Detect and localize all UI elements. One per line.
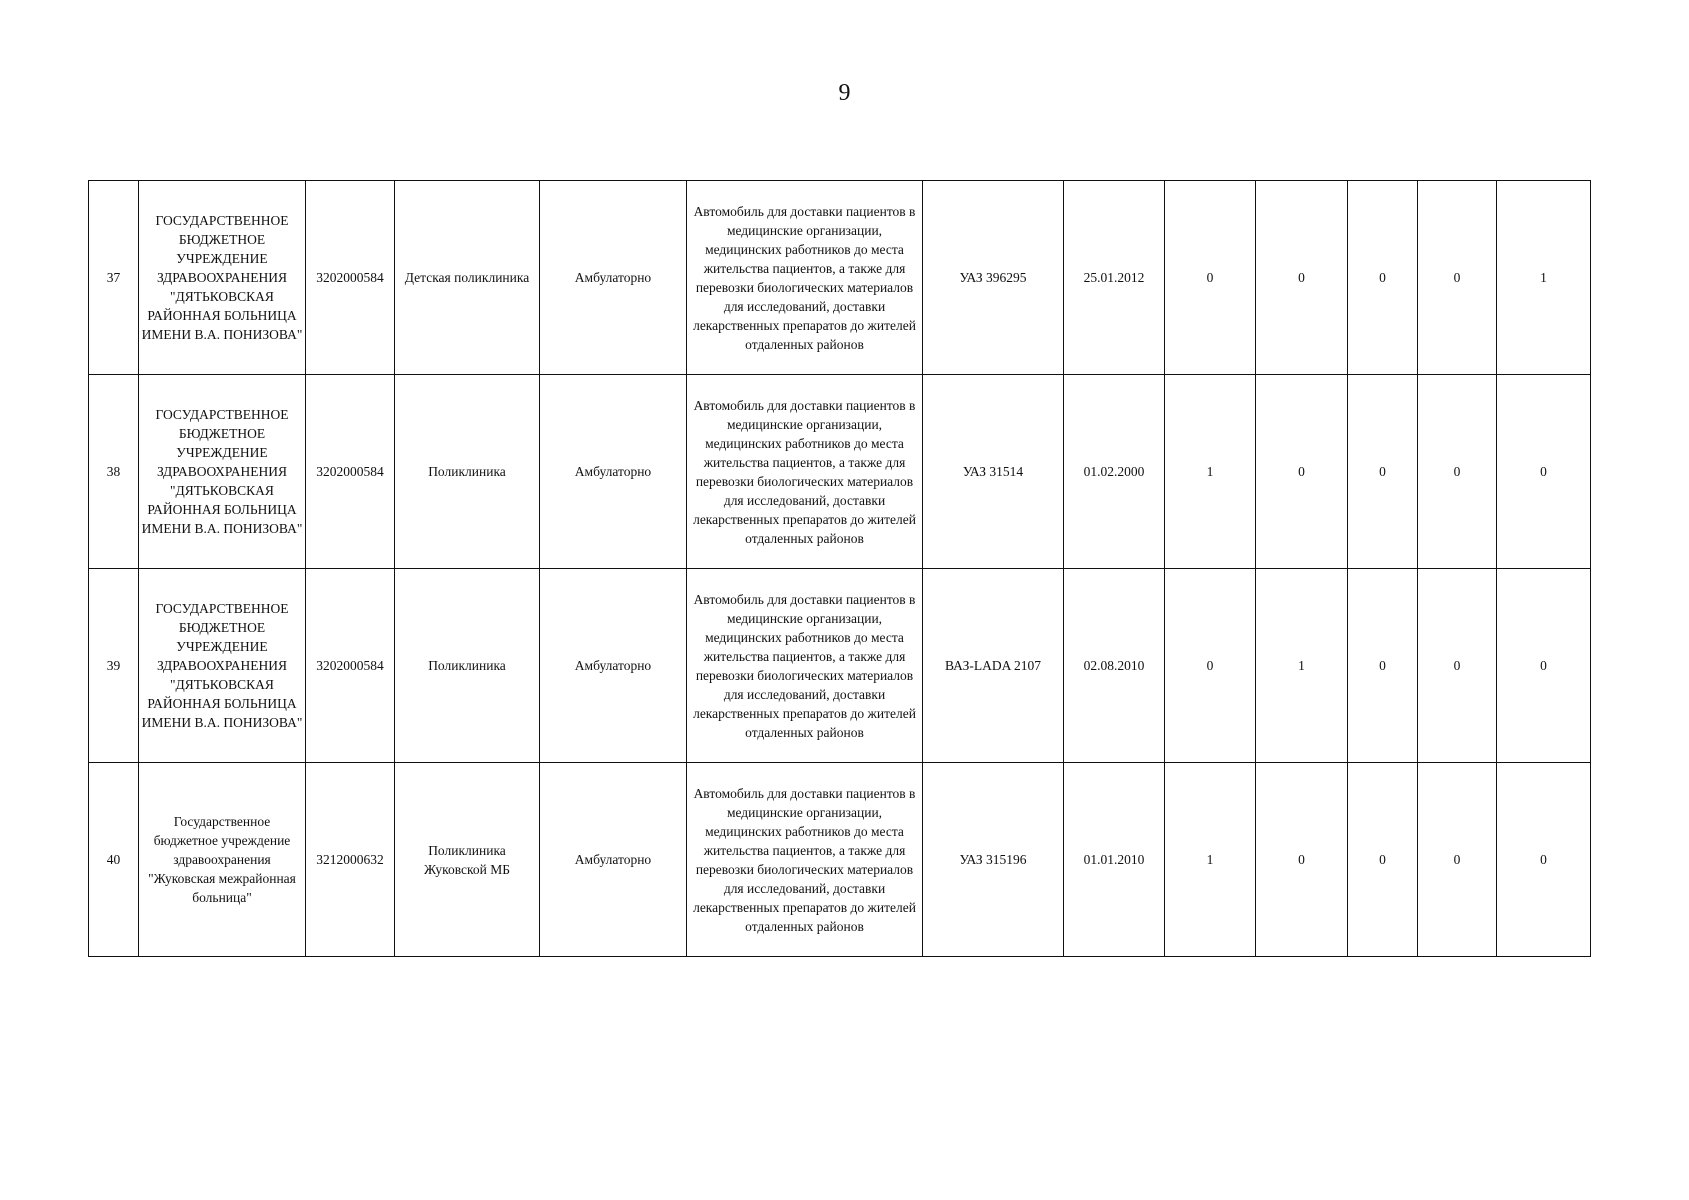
count-cell: 0	[1418, 569, 1497, 763]
count-cell: 0	[1256, 763, 1348, 957]
count-cell: 0	[1497, 763, 1591, 957]
division-name: Поликлиника	[395, 375, 540, 569]
count-cell: 0	[1418, 375, 1497, 569]
vehicle-purpose: Автомобиль для доставки пациентов в медицинские организации, медицинских работников до места жительства пациентов, а также для перевозки биологических материалов для исследований, доставки лекарственных препаратов до жителей отдаленных районов	[687, 181, 923, 375]
registration-date: 02.08.2010	[1064, 569, 1165, 763]
page-number: 9	[838, 80, 851, 106]
count-cell: 1	[1165, 763, 1256, 957]
table-row	[89, 569, 1591, 763]
vehicle-model: УАЗ 396295	[923, 181, 1064, 375]
table-row	[89, 763, 1591, 957]
count-cell: 1	[1497, 181, 1591, 375]
division-name: Поликлиника	[395, 569, 540, 763]
vehicle-register-table	[88, 180, 1591, 957]
count-cell: 0	[1497, 375, 1591, 569]
count-cell: 0	[1348, 375, 1418, 569]
vehicle-model: УАЗ 31514	[923, 375, 1064, 569]
count-cell: 0	[1418, 181, 1497, 375]
vehicle-model: УАЗ 315196	[923, 763, 1064, 957]
care-mode: Амбулаторно	[540, 569, 687, 763]
count-cell: 0	[1256, 181, 1348, 375]
vehicle-model: ВАЗ-LADA 2107	[923, 569, 1064, 763]
registration-date: 25.01.2012	[1064, 181, 1165, 375]
inn-code: 3202000584	[306, 569, 395, 763]
row-number: 38	[89, 375, 139, 569]
row-number: 40	[89, 763, 139, 957]
count-cell: 1	[1165, 375, 1256, 569]
division-name: Детская поликлиника	[395, 181, 540, 375]
care-mode: Амбулаторно	[540, 375, 687, 569]
organization-name: Государственное бюджетное учреждение здравоохранения "Жуковская межрайонная больница"	[139, 763, 306, 957]
row-number: 39	[89, 569, 139, 763]
vehicle-purpose: Автомобиль для доставки пациентов в медицинские организации, медицинских работников до места жительства пациентов, а также для перевозки биологических материалов для исследований, доставки лекарственных препаратов до жителей отдаленных районов	[687, 763, 923, 957]
organization-name: ГОСУДАРСТВЕННОЕ БЮДЖЕТНОЕ УЧРЕЖДЕНИЕ ЗДРАВООХРАНЕНИЯ "ДЯТЬКОВСКАЯ РАЙОННАЯ БОЛЬНИЦА ИМЕНИ В.А. ПОНИЗОВА"	[139, 181, 306, 375]
vehicle-purpose: Автомобиль для доставки пациентов в медицинские организации, медицинских работников до места жительства пациентов, а также для перевозки биологических материалов для исследований, доставки лекарственных препаратов до жителей отдаленных районов	[687, 569, 923, 763]
table-row	[89, 181, 1591, 375]
count-cell: 0	[1165, 181, 1256, 375]
count-cell: 0	[1165, 569, 1256, 763]
count-cell: 0	[1497, 569, 1591, 763]
count-cell: 0	[1348, 181, 1418, 375]
organization-name: ГОСУДАРСТВЕННОЕ БЮДЖЕТНОЕ УЧРЕЖДЕНИЕ ЗДРАВООХРАНЕНИЯ "ДЯТЬКОВСКАЯ РАЙОННАЯ БОЛЬНИЦА ИМЕНИ В.А. ПОНИЗОВА"	[139, 375, 306, 569]
registration-date: 01.02.2000	[1064, 375, 1165, 569]
inn-code: 3202000584	[306, 181, 395, 375]
count-cell: 0	[1418, 763, 1497, 957]
table-row	[89, 375, 1591, 569]
count-cell: 1	[1256, 569, 1348, 763]
vehicle-purpose: Автомобиль для доставки пациентов в медицинские организации, медицинских работников до места жительства пациентов, а также для перевозки биологических материалов для исследований, доставки лекарственных препаратов до жителей отдаленных районов	[687, 375, 923, 569]
row-number: 37	[89, 181, 139, 375]
care-mode: Амбулаторно	[540, 763, 687, 957]
registration-date: 01.01.2010	[1064, 763, 1165, 957]
count-cell: 0	[1348, 569, 1418, 763]
organization-name: ГОСУДАРСТВЕННОЕ БЮДЖЕТНОЕ УЧРЕЖДЕНИЕ ЗДРАВООХРАНЕНИЯ "ДЯТЬКОВСКАЯ РАЙОННАЯ БОЛЬНИЦА ИМЕНИ В.А. ПОНИЗОВА"	[139, 569, 306, 763]
count-cell: 0	[1348, 763, 1418, 957]
division-name: Поликлиника Жуковской МБ	[395, 763, 540, 957]
care-mode: Амбулаторно	[540, 181, 687, 375]
count-cell: 0	[1256, 375, 1348, 569]
inn-code: 3202000584	[306, 375, 395, 569]
inn-code: 3212000632	[306, 763, 395, 957]
